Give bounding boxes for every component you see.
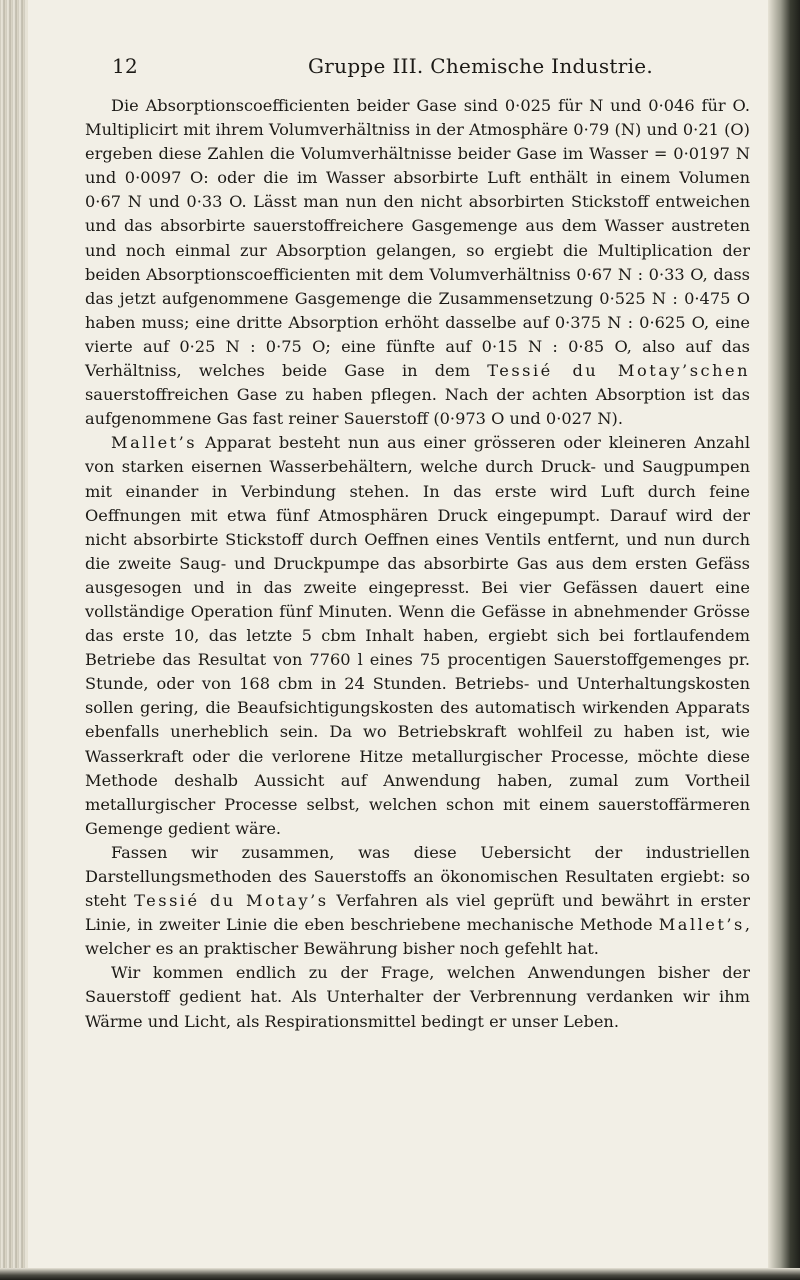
text-run: Apparat besteht nun aus einer grösseren oder kleineren Anzahl von starken eisernen Wasserbehältern, welche durch Druck- und Saugpumpen mit einander in Verbindung stehen. In das erste wird Luft durch feine Oeffnungen mit etwa fünf Atmosphären Druck eingepumpt. Darauf wird der nicht absorbirte Stickstoff durch Oeffnen eines Ventils entfernt, und nun durch die zweite Saug- und Druckpumpe das absorbirte Gas aus dem ersten Gefäss ausgesogen und in das zweite eingepresst. Bei vier Gefässen dauert eine vollständige Operation fünf Minuten. Wenn die Gefässe in abnehmender Grösse das erste 10, das letzte 5 cbm Inhalt haben, ergiebt sich bei fortlaufendem Betriebe das Resultat von 7760 l eines 75 procentigen Sauerstoffgemenges pr. Stunde, oder von 168 cbm in 24 Stunden. Betriebs- und Unterhaltungskosten sollen gering, die Beaufsichtigungskosten des automatisch wirkenden Apparats ebenfalls unerheblich sein. Da wo Betriebskraft wohlfeil zu haben ist, wie Wasserkraft oder die verlorene Hitze metallurgischer Processe, möchte diese Methode deshalb Aussicht auf Anwendung haben, zumal zum Vortheil metallurgischer Processe selbst, welchen schon mit einem sauerstoffärmeren Gemenge gedient wäre. xyxy=(85,433,750,838)
spaced-name: Tessié du Motay’s xyxy=(134,891,329,911)
body-text xyxy=(85,94,750,1034)
page-edge-shadow xyxy=(768,0,800,1280)
running-title: Gruppe III. Chemische Industrie. xyxy=(308,54,654,78)
text-run: Verfahren als viel geprüft und bewährt in erster Linie, in zweiter Linie die eben beschriebene mechanische Methode xyxy=(85,891,750,935)
page-header xyxy=(112,54,712,84)
page-bottom-edge xyxy=(0,1268,800,1280)
book-page xyxy=(28,0,768,1268)
paragraph xyxy=(85,431,750,841)
spaced-name: Mallet’s xyxy=(658,915,745,935)
paragraph xyxy=(85,961,750,1033)
paragraph xyxy=(85,94,750,431)
spaced-name: Tessié du Motay’schen xyxy=(487,361,750,381)
text-run: Die Absorptionscoefficienten beider Gase sind 0·025 für N und 0·046 für O. Multiplicirt mit ihrem Volumverhältniss in der Atmosphäre 0·79 (N) und 0·21 (O) ergeben diese Zahlen die Volumverhältnisse beider Gase im Wasser = 0·0197 N und 0·0097 O: oder die im Wasser absorbirte Luft enthält in einem Volumen 0·67 N und 0·33 O. Lässt man nun den nicht absorbirten Stickstoff entweichen und das absorbirte sauerstoffreichere Gasgemenge aus dem Wasser austreten und noch einmal zur Absorption gelangen, so ergiebt die Multiplication der beiden Absorptionscoefficienten mit dem Volumverhältniss 0·67 N : 0·33 O, dass das jetzt aufgenommene Gasgemenge die Zusammensetzung 0·525 N : 0·475 O haben muss; eine dritte Absorption erhöht dasselbe auf 0·375 N : 0·625 O, eine vierte auf 0·25 N : 0·75 O; eine fünfte auf 0·15 N : 0·85 O, also auf das Verhältniss, welches beide Gase in dem xyxy=(85,96,750,381)
text-run: Wir kommen endlich zu der Frage, welchen Anwendungen bisher der Sauerstoff gedient hat. Als Unterhalter der Verbrennung verdanken wir ihm Wärme und Licht, als Respirationsmittel bedingt er unser Leben. xyxy=(85,963,750,1031)
book-binding-edge xyxy=(0,0,26,1280)
text-run: Fassen wir zusammen, was diese Uebersicht der industriellen Darstellungsmethoden des Sauerstoffs an ökonomischen Resultaten ergiebt: so steht xyxy=(85,842,750,911)
page-number: 12 xyxy=(112,54,139,78)
paragraph xyxy=(85,841,750,961)
text-run: sauerstoffreichen Gase zu haben pflegen. Nach der achten Absorption ist das aufgenommene Gas fast reiner Sauerstoff (0·973 O und 0·027 N). xyxy=(85,385,750,429)
spaced-name: Mallet’s xyxy=(111,433,198,453)
text-run: , welcher es an praktischer Bewährung bisher noch gefehlt hat. xyxy=(85,915,750,959)
